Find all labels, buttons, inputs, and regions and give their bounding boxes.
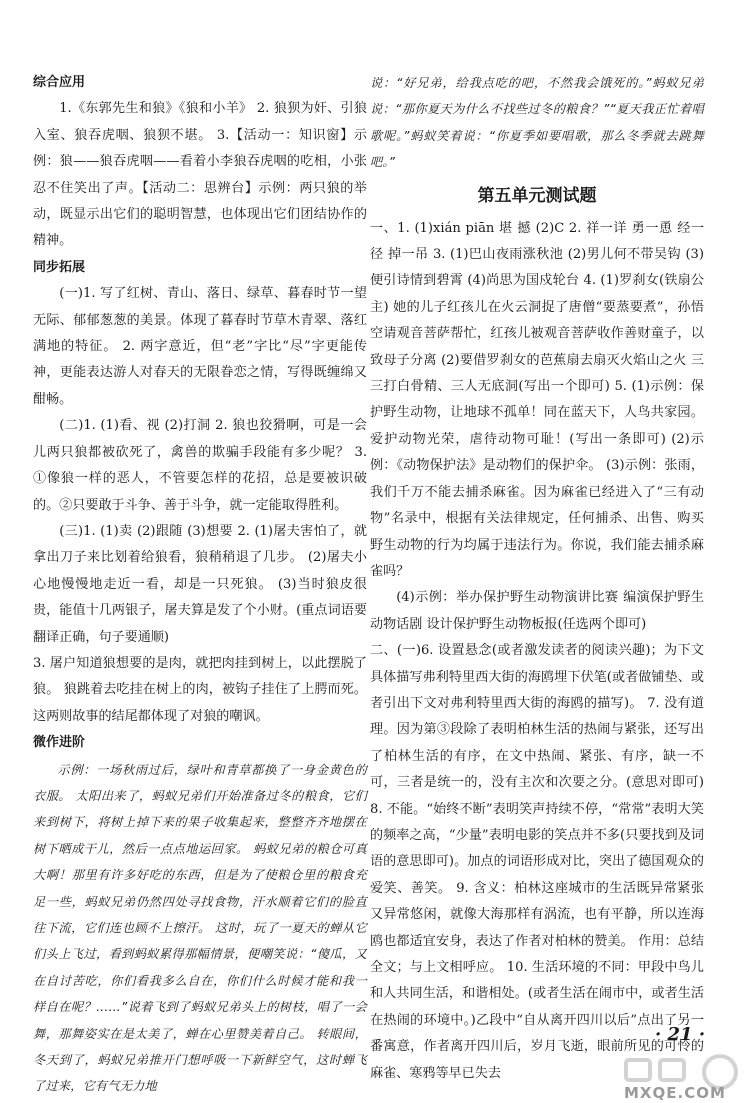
answer-paragraph: 3. 屠户知道狼想要的是肉，就把肉挂到树上，以此摆脱了狼。 狼跳着去吃挂在树上的肉，被钩子挂住了上腭而死。这两则故事的结尾都体现了对狼的嘲讽。 <box>33 655 367 724</box>
answer-paragraph: 一、1. (1)xián piān 堪 撼 (2)C 2. 祥一详 勇一恿 经一径 掉一吊 3. (1)巴山夜雨涨秋池 (2)男儿何不带吴钩 (3)便引诗情到碧霄 (4)尚思为国戍轮台 4. (1)罗刹女(铁扇公主) 她的儿子红孩儿在火云洞捉了唐僧“要蒸要煮”，孙悟空请观音菩萨帮忙，红孩儿被观音菩萨收作善财童子，以致母子分离 (2)要借罗刹女的芭蕉扇去扇灭火焰山之火 三 三打白骨精、三人无底洞(写出一个即可) 5. (1)示例：保护野生动物，让地球不孤单！同在蓝天下，人鸟共家园。 爱护动物光荣，虐待动物可耻！(写出一条即可) (2)示例：《动物保护法》是动物们的保护伞。 (3)示例：张雨，我们千万不能去捕杀麻雀。因为麻雀已经进入了“三有动物”名录中，根据有关法律规定，任何捕杀、出售、购买野生动物的行为均属于违法行为。你说，我们能去捕杀麻雀吗？ <box>370 220 704 579</box>
section-heading: 综合应用 <box>33 75 86 90</box>
section-heading: 微作进阶 <box>33 735 86 751</box>
sample-essay-continued: 说：“好兄弟，给我点吃的吧，不然我会饿死的。”蚂蚁兄弟说：“那你夏天为什么不找些过冬的粮食？”“夏天我正忙着唱歌呢。”蚂蚁笑着说：“你夏季如要唱歌，那么冬季就去跳舞吧。” <box>370 76 704 170</box>
page-number: · 21 · <box>655 1024 706 1045</box>
answer-paragraph: (一)1. 写了红树、青山、落日、绿草、暮春时节一望无际、郁郁葱葱的美景。体现了暮春时节草木青翠、落红满地的特征。 2. 两字意近，但“老”字比“尽”字更能传神，更能表达游人对春天的无限眷恋之情，写得既缠绵又酣畅。 <box>33 286 367 407</box>
right-column <box>370 70 704 1087</box>
answer-paragraph: 1.《东郭先生和狼》《狼和小羊》 2. 狼狈为奸、引狼入室、狼吞虎咽、狼狈不堪。 3.【活动一：知识窗】示例：狼——狼吞虎咽——看着小李狼吞虎咽的吃相，小张忍不住笑出了声。【活动二：思辨台】示例：两只狼的举动，既显示出它们的聪明智慧，也体现出它们团结协作的精神。 <box>33 101 367 249</box>
sample-essay: 示例：一场秋雨过后，绿叶和青草都换了一身金黄色的衣服。 太阳出来了，蚂蚁兄弟们开始准备过冬的粮食，它们来到树下，将树上掉下来的果子收集起来，整整齐齐地摆在树下晒成干儿，然后一点点地运回家。 蚂蚁兄弟的粮仓可真大啊！那里有许多好吃的东西，但是为了使粮仓里的粮食充足一些，蚂蚁兄弟仍然四处寻找食物，汗水顺着它们的脸直往下流，它们连也顾不上擦汗。 这时，玩了一夏天的蝉从它们头上飞过，看到蚂蚁累得那幅情景，便嘲笑说：“傻瓜，又在自讨苦吃，你们看我多么自在，你们什么时候才能和我一样自在呢？……”说着飞到了蚂蚁兄弟头上的树枝，唱了一会舞，那舞姿实在是太美了，蝉在心里赞美着自己。 转眼间，冬天到了，蚂蚁兄弟推开门想呼吸一下新鲜空气，这时蝉飞了过来，它有气无力地 <box>33 762 367 1094</box>
answer-paragraph: 二、(一)6. 设置悬念(或者激发读者的阅读兴趣)；为下文具体描写弗利特里西大街的海鸥埋下伏笔(或者做铺垫、或者引出下文对弗利特里西大街的海鸥的描写)。 7. 没有道理。因为第③段除了表明柏林生活的热闹与紧张，还写出了柏林生活的有序，在文中热闹、紧张、有序，缺一不可，三者是统一的，没有主次和次要之分。(意思对即可) 8. 不能。“始终不断”表明笑声持续不停，“常常”表明大笑的频率之高，“少量”表明电影的笑点并不多(只要找到及词语的意思即可)。加点的词语形成对比，突出了德国观众的爱笑、善笑。 9. 含义：柏林这座城市的生活既异常紧张又异常悠闲，就像大海那样有涡流，也有平静，所以连海鸥也都适宜安身，表达了作者对柏林的赞美。 作用：总结全文；与上文相呼应。 10. 生活环境的不同：甲段中鸟儿和人共同生活，和谐相处。(或者生活在闹市中，或者生活在热闹的环境中。)乙段中“自从离开四川以后”点出了另一番寓意，作者离开四川后，岁月飞逝，眼前所见的可怜的麻雀、寒鸦等早已失去 <box>370 643 704 1081</box>
answer-paragraph: (4)示例：举办保护野生动物演讲比赛 编演保护野生动物话剧 设计保护野生动物板报(任选两个即可) <box>370 590 704 632</box>
left-column <box>33 70 367 1100</box>
answer-paragraph: (三)1. (1)卖 (2)跟随 (3)想要 2. (1)屠夫害怕了，就拿出刀子来比划着给狼看，狼稍稍退了几步。 (2)屠夫小心地慢慢地走近一看，却是一只死狼。 (3)当时狼皮很贵，能值十几两银子，屠夫算是发了个小财。(重点词语要翻译正确，句子要通顺) <box>33 523 367 645</box>
answer-paragraph: (二)1. (1)看、视 (2)打洞 2. 狼也狡猾啊，可是一会儿两只狼都被砍死了，禽兽的欺骗手段能有多少呢？ 3. ①像狼一样的恶人，不管要怎样的花招，总是要被识破的。②只要敢于斗争、善于斗争，就一定能取得胜利。 <box>33 418 367 513</box>
watermark-text: MXQE.COM <box>624 1084 726 1102</box>
section-heading: 同步拓展 <box>33 259 86 275</box>
unit-test-title: 第五单元测试题 <box>477 185 597 206</box>
